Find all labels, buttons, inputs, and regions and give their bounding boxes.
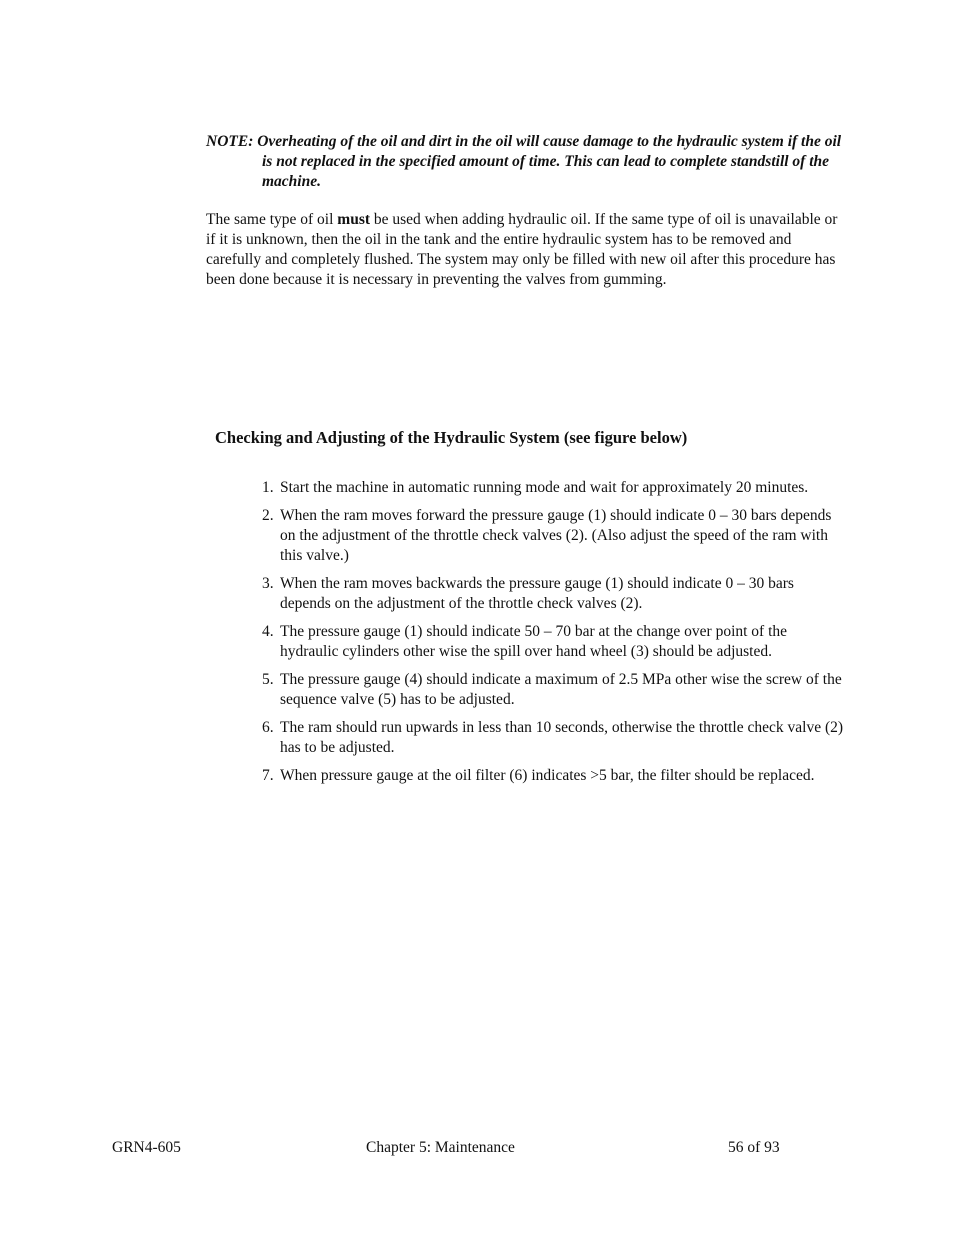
- note-text: Overheating of the oil and dirt in the oil will cause damage to the hydraulic system if the oil is not replaced in the specified amount of time. This can lead to complete standstill of the machine.: [257, 133, 842, 190]
- step-number: 1.: [262, 479, 274, 496]
- step-number: 7.: [262, 767, 274, 784]
- oil-paragraph: [206, 210, 846, 290]
- step-number: 4.: [262, 623, 274, 640]
- section-heading: Checking and Adjusting of the Hydraulic System (see figure below): [215, 428, 688, 447]
- step-text: Start the machine in automatic running mode and wait for approximately 20 minutes.: [280, 479, 809, 496]
- step-item: [258, 506, 848, 566]
- oil-paragraph-emphasis: must: [337, 211, 371, 228]
- step-item: [258, 622, 848, 662]
- step-item: [258, 478, 848, 498]
- step-item: [258, 574, 848, 614]
- step-number: 5.: [262, 671, 274, 688]
- footer-chapter: Chapter 5: Maintenance: [366, 1139, 515, 1156]
- step-text: When pressure gauge at the oil filter (6) indicates >5 bar, the filter should be replaced.: [280, 767, 815, 784]
- step-number: 6.: [262, 719, 274, 736]
- step-text: The ram should run upwards in less than 10 seconds, otherwise the throttle check valve (2) has to be adjusted.: [280, 719, 844, 756]
- step-item: [258, 670, 848, 710]
- footer-doc-id: GRN4-605: [112, 1139, 181, 1156]
- oil-paragraph-start: The same type of oil: [206, 211, 338, 228]
- step-text: The pressure gauge (1) should indicate 50 – 70 bar at the change over point of the hydraulic cylinders other wise the spill over hand wheel (3) should be adjusted.: [280, 623, 788, 660]
- steps-list: [258, 478, 848, 794]
- step-text: When the ram moves forward the pressure gauge (1) should indicate 0 – 30 bars depends on the adjustment of the throttle check valves (2). (Also adjust the speed of the ram with this valve.): [280, 507, 832, 564]
- note-block: [206, 132, 846, 192]
- step-item: [258, 766, 848, 786]
- step-number: 3.: [262, 575, 274, 592]
- step-text: The pressure gauge (4) should indicate a maximum of 2.5 MPa other wise the screw of the sequence valve (5) has to be adjusted.: [280, 671, 842, 708]
- oil-paragraph-end: be used when adding hydraulic oil. If the same type of oil is unavailable or if it is unknown, then the oil in the tank and the entire hydraulic system has to be removed and carefully and completely flushed. The system may only be filled with new oil after this procedure has been done because it is necessary in preventing the valves from gumming.: [206, 211, 838, 288]
- step-item: [258, 718, 848, 758]
- step-number: 2.: [262, 507, 274, 524]
- footer-page-number: 56 of 93: [728, 1139, 780, 1156]
- note-prefix: NOTE:: [206, 133, 258, 150]
- step-text: When the ram moves backwards the pressure gauge (1) should indicate 0 – 30 bars depends on the adjustment of the throttle check valves (2).: [280, 575, 794, 612]
